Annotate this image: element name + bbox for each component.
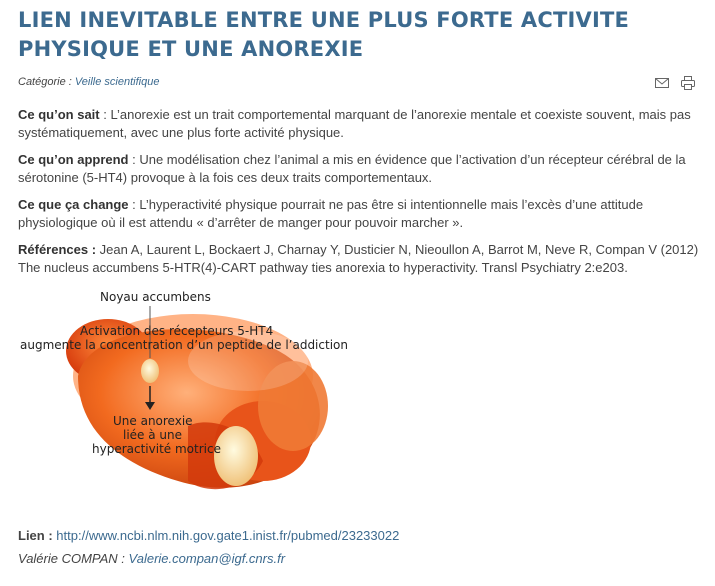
section-references	[18, 241, 706, 277]
section-heading: Ce qu’on apprend	[18, 152, 129, 167]
page-title: LIEN INEVITABLE ENTRE UNE PLUS FORTE ACTIVITE PHYSIQUE ET UNE ANOREXIE	[18, 8, 630, 61]
figure-label-activation-1: Activation des récepteurs 5-HT4	[80, 324, 274, 338]
article-tools	[654, 76, 696, 90]
category-label: Catégorie :	[18, 76, 75, 88]
source-link[interactable]: http://www.ncbi.nlm.nih.gov.gate1.inist.fr/pubmed/23233022	[56, 528, 400, 543]
section-text: Jean A, Laurent L, Bockaert J, Charnay Y, Dusticier N, Nieoullon A, Barrot M, Neve R, Compan V (2012) The nucleus accumbens 5-HTR(4)-CART pathway ties anorexia to hyperactivity. Transl Psychiatry 2:e203.	[18, 242, 699, 275]
section-text: : L’hyperactivité physique pourrait ne pas être si intentionnelle mais l’excès d’une attitude physiologique où il est attendu « d’arrêter de manger pour pouvoir marcher ».	[18, 197, 644, 230]
figure-label-nucleus: Noyau accumbens	[100, 290, 211, 304]
category-link[interactable]: Veille scientifique	[74, 76, 160, 88]
section-text: : L’anorexie est un trait comportemental marquant de l’anorexie mentale et coexiste souvent, mais pas systématiquement, avec une plus forte activité physique.	[18, 107, 691, 140]
brain-figure	[18, 286, 348, 516]
link-label: Lien :	[18, 528, 53, 543]
figure-label-result-3: hyperactivité motrice	[92, 442, 221, 456]
section-heading: Ce que ça change	[18, 197, 129, 212]
author-line	[18, 551, 706, 566]
article-meta	[18, 76, 706, 94]
brain-illustration	[18, 286, 348, 516]
figure-label-result-1: Une anorexie	[113, 414, 193, 428]
figure-label-activation-2: augmente la concentration d’un peptide de l’addiction	[20, 338, 348, 352]
article-container	[18, 6, 706, 566]
section-heading: Ce qu’on sait	[18, 107, 100, 122]
figure-label-result-2: liée à une	[123, 428, 183, 442]
source-link-line	[18, 528, 706, 543]
author-email-link[interactable]: Valerie.compan@igf.cnrs.fr	[128, 551, 286, 566]
section-heading: Références :	[18, 242, 97, 257]
envelope-icon[interactable]	[654, 76, 670, 90]
printer-icon[interactable]	[680, 76, 696, 90]
section-known	[18, 106, 706, 142]
section-text: : Une modélisation chez l’animal a mis en évidence que l’activation d’un récepteur cérébral de la sérotonine (5-HT4) provoque à la fois ces deux traits comportementaux.	[18, 152, 686, 185]
section-changes	[18, 196, 706, 232]
author-name: Valérie COMPAN :	[18, 551, 125, 566]
section-learned	[18, 151, 706, 187]
